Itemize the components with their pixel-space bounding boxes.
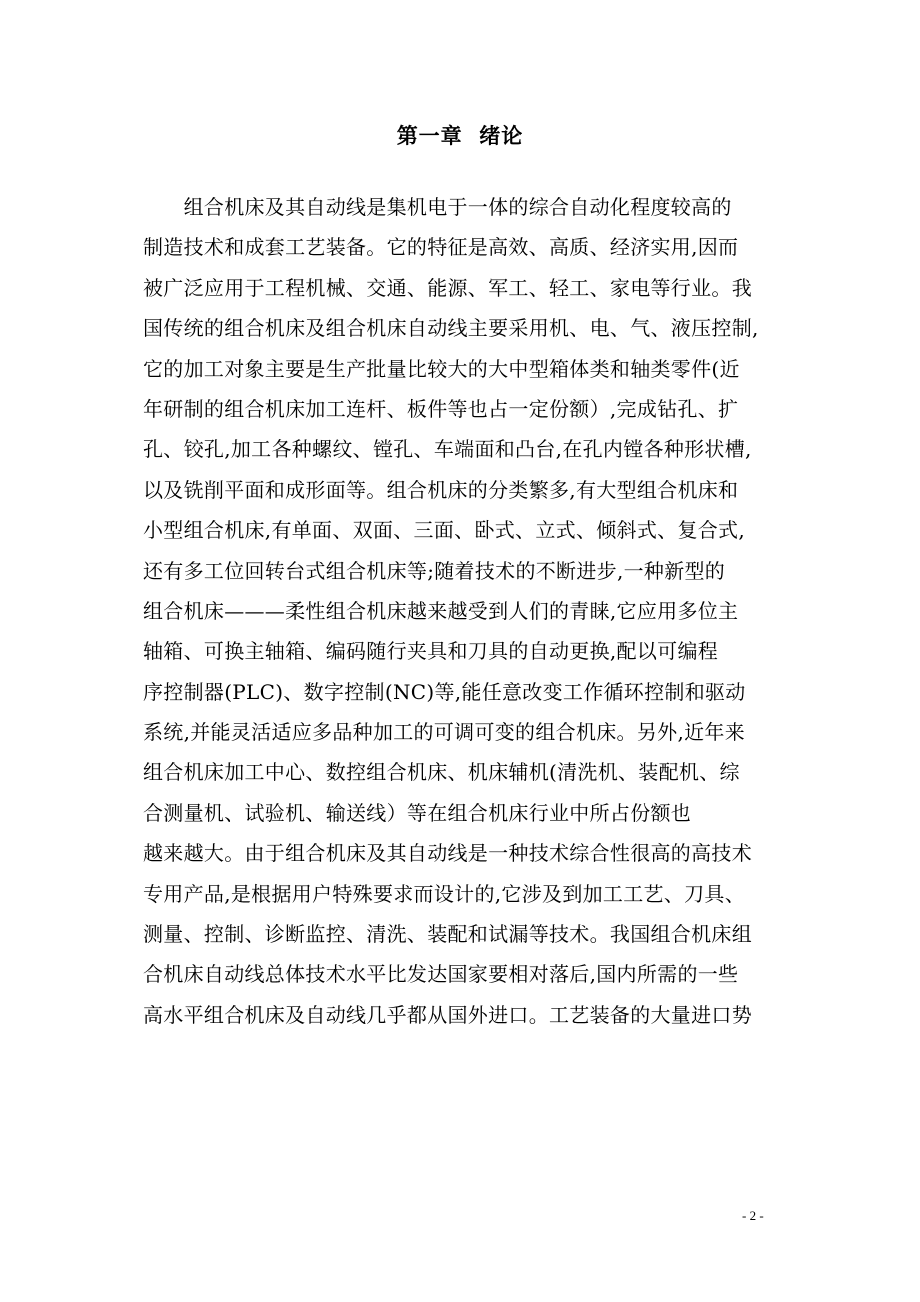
chapter-title: 第一章 绪论 (396, 123, 524, 148)
paragraph-line: 轴箱、可换主轴箱、编码随行夹具和刀具的自动更换,配以可编程 (143, 639, 719, 664)
paragraph-line: 越来越大。由于组合机床及其自动线是一种技术综合性很高的高技术 (143, 841, 752, 866)
page-number: - 2 - (742, 1208, 764, 1223)
paragraph-line: 孔、铰孔,加工各种螺纹、镗孔、车端面和凸台,在孔内镗各种形状槽, (143, 437, 752, 462)
paragraph-line: 测量、控制、诊断监控、清洗、装配和试漏等技术。我国组合机床组 (143, 922, 752, 947)
paragraph-line: 被广泛应用于工程机械、交通、能源、军工、轻工、家电等行业。我 (143, 275, 752, 300)
paragraph-line: 组合机床加工中心、数控组合机床、机床辅机(清洗机、装配机、综 (143, 760, 740, 785)
paragraph-line: 合测量机、试验机、输送线）等在组合机床行业中所占份额也 (143, 800, 692, 825)
paragraph-line: 年研制的组合机床加工连杆、板件等也占一定份额）,完成钻孔、扩 (143, 396, 739, 421)
paragraph-line: 组合机床———柔性组合机床越来越受到人们的青睐,它应用多位主 (143, 598, 739, 623)
paragraph-line: 专用产品,是根据用户特殊要求而设计的,它涉及到加工工艺、刀具、 (143, 881, 746, 906)
paragraph-line: 小型组合机床,有单面、双面、三面、卧式、立式、倾斜式、复合式, (143, 518, 746, 543)
paragraph-line: 合机床自动线总体技术水平比发达国家要相对落后,国内所需的一些 (143, 962, 739, 987)
paragraph-line: 国传统的组合机床及组合机床自动线主要采用机、电、气、液压控制, (143, 316, 759, 341)
paragraph-line: 序控制器(PLC)、数字控制(NC)等,能任意改变工作循环控制和驱动 (143, 679, 746, 704)
paragraph-line: 组合机床及其自动线是集机电于一体的综合自动化程度较高的 (143, 195, 732, 219)
paragraph-line: 高水平组合机床及自动线几乎都从国外进口。工艺装备的大量进口势 (143, 1002, 752, 1027)
paragraph-line: 还有多工位回转台式组合机床等;随着技术的不断进步,一种新型的 (143, 558, 726, 583)
paragraph-line: 系统,并能灵活适应多品种加工的可调可变的组合机床。另外,近年来 (143, 720, 746, 745)
body-paragraph (143, 187, 793, 1035)
paragraph-line: 它的加工对象主要是生产批量比较大的大中型箱体类和轴类零件(近 (143, 356, 740, 381)
paragraph-line: 制造技术和成套工艺装备。它的特征是高效、高质、经济实用,因而 (143, 235, 739, 260)
paragraph-line: 以及铣削平面和成形面等。组合机床的分类繁多,有大型组合机床和 (143, 477, 739, 502)
